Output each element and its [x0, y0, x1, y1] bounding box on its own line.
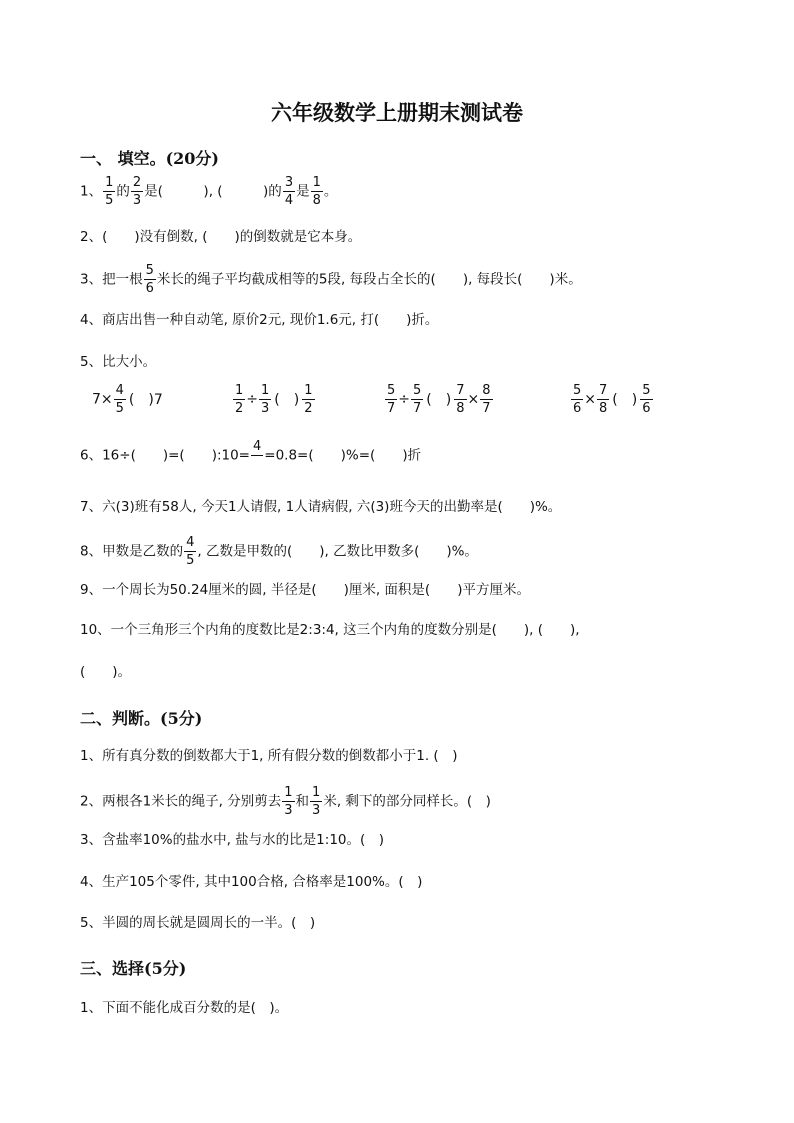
question-5-label: 5、比大小。	[80, 354, 157, 370]
fraction: $\frac{1}{5}$	[105, 175, 114, 208]
fraction: $\frac{1}{8}$	[312, 175, 321, 208]
question-2: 2、( )没有倒数, ( )的倒数就是它本身。	[80, 229, 362, 245]
fraction: $\frac{4}{5}$	[186, 535, 195, 568]
fraction: 4	[253, 439, 262, 454]
judge-5: 5、半圆的周长就是圆周长的一半。( )	[80, 915, 316, 931]
question-6: 6、16÷( )=( ):10= 4 =0.8=( )%=( )折	[80, 440, 421, 471]
judge-4: 4、生产105个零件, 其中100合格, 合格率是100%。( )	[80, 874, 423, 890]
fraction: $\frac{2}{3}$	[132, 175, 142, 208]
question-4: 4、商店出售一种自动笔, 原价2元, 现价1.6元, 打( )折。	[80, 312, 439, 328]
comparison-3: $\frac{5}{7}$ ÷ $\frac{5}{7}$ ( ) $\frac{7}{8}$ × $\frac{8}{7}$	[387, 383, 491, 416]
fraction: $\frac{3}{4}$	[284, 175, 294, 208]
question-8: 8、甲数是乙数的 $\frac{4}{5}$ , 乙数是甲数的( ), 乙数比甲数多( )%。	[80, 535, 478, 568]
question-7: 7、六(3)班有58人, 今天1人请假, 1人请病假, 六(3)班今天的出勤率是( )%。	[80, 499, 562, 515]
section-heading-choice: 三、选择(5分)	[80, 959, 187, 978]
choice-1: 1、下面不能化成百分数的是( )。	[80, 1000, 289, 1016]
fraction: $\frac{1}{3}$	[312, 785, 321, 818]
question-1: 1、 $\frac{1}{5}$ 的 $\frac{2}{3}$ 是( ), ( )的 $\frac{3}{4}$ 是 $\frac{1}{8}$ 。	[80, 175, 338, 208]
judge-2: 2、两根各1米长的绳子, 分别剪去 $\frac{1}{3}$ 和 $\frac{1}{3}$ 米, 剩下的部分同样长。( )	[80, 785, 491, 818]
question-3: 3、把一根 $\frac{5}{6}$ 米长的绳子平均截成相等的5段, 每段占全长的( ), 每段长( )米。	[80, 263, 582, 296]
question-5-comparisons	[92, 384, 712, 424]
judge-1: 1、所有真分数的倒数都大于1, 所有假分数的倒数都小于1. ( )	[80, 748, 458, 764]
fraction: $\frac{5}{6}$	[145, 263, 154, 296]
question-10-line2: ( )。	[80, 664, 132, 680]
fraction: $\frac{1}{3}$	[284, 785, 293, 818]
question-9: 9、一个周长为50.24厘米的圆, 半径是( )厘米, 面积是( )平方厘米。	[80, 582, 530, 598]
page-title: 六年级数学上册期末测试卷	[271, 100, 523, 125]
section-heading-judge: 二、判断。(5分)	[80, 709, 203, 728]
comparison-2: $\frac{1}{2}$ ÷ $\frac{1}{3}$ ( ) $\frac{1}{2}$	[235, 383, 313, 416]
comparison-1: 7× $\frac{4}{5}$ ( )7	[92, 383, 163, 416]
section-heading-fill-in: 一、 填空。(20分)	[80, 149, 219, 168]
comparison-4: $\frac{5}{6}$ × $\frac{7}{8}$ ( ) $\frac{5}{6}$	[573, 383, 651, 416]
judge-3: 3、含盐率10%的盐水中, 盐与水的比是1:10。( )	[80, 832, 385, 848]
question-10-line1: 10、一个三角形三个内角的度数比是2:3:4, 这三个内角的度数分别是( ), ( ),	[80, 622, 580, 638]
